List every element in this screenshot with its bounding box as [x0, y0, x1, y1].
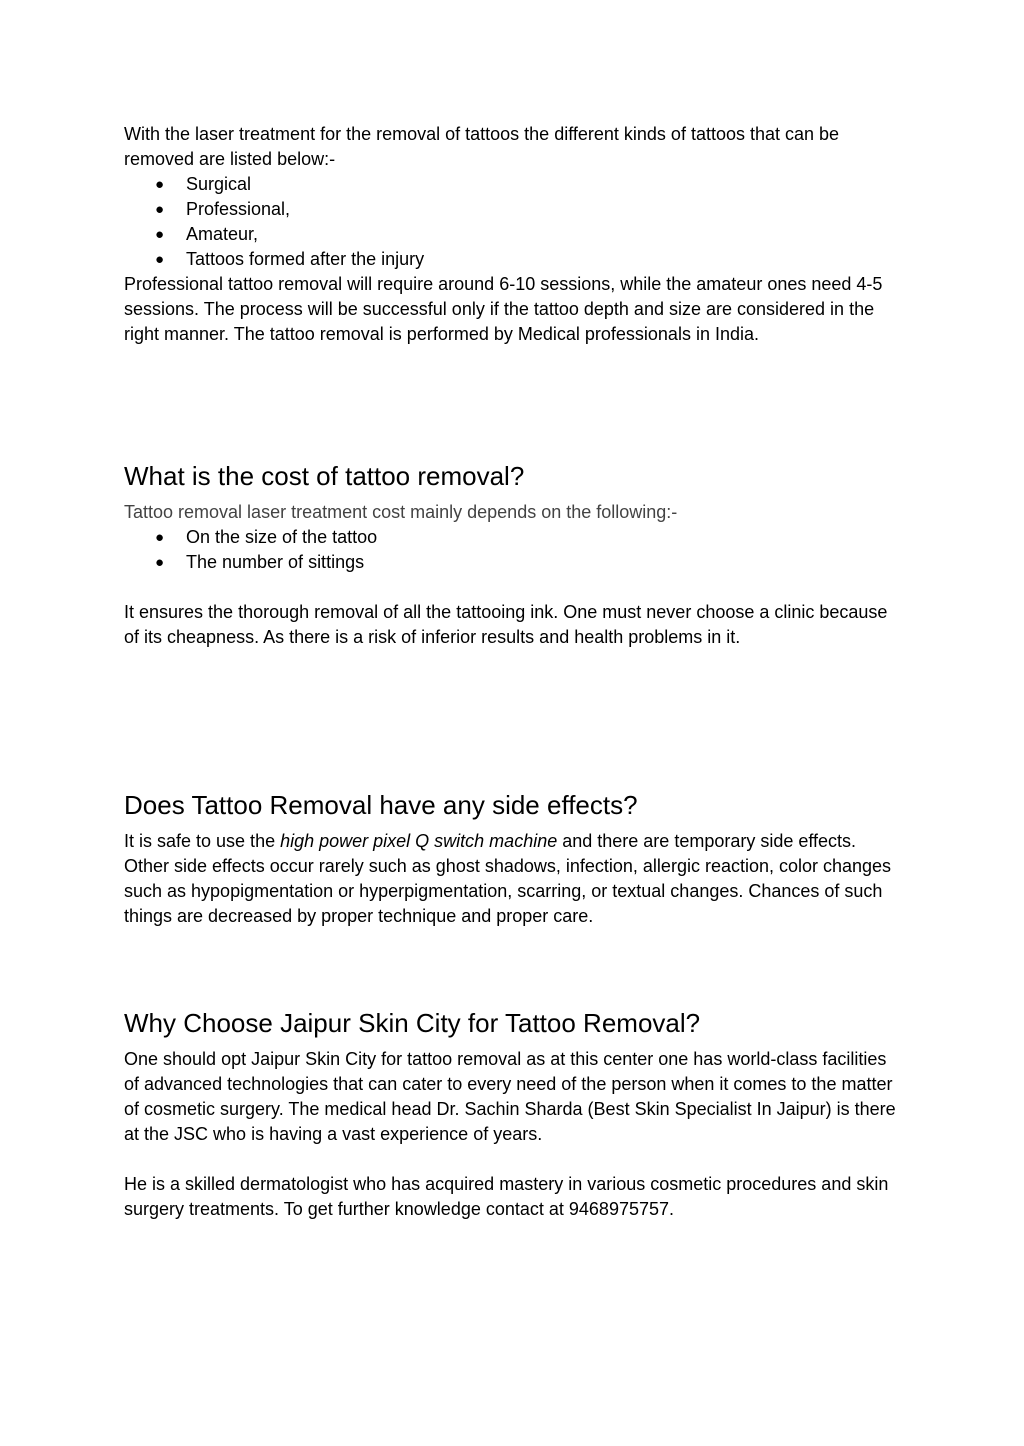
- list-item: ● Tattoos formed after the injury: [124, 247, 904, 272]
- tattoo-types-list: [124, 172, 904, 272]
- list-item: ● Surgical: [124, 172, 904, 197]
- why-choose-heading: Why Choose Jaipur Skin City for Tattoo Removal?: [124, 1008, 701, 1038]
- list-item: ● Amateur,: [124, 222, 904, 247]
- side-effects-paragraph: It is safe to use the high power pixel Q switch machine and there are temporary side effects. Other side effects occur rarely such as ghost shadows, infection, allergic reaction, color changes such as hypopigmentation or hyperpigmentation, scarring, or textual changes. Chances of such things are decreased by proper technique and proper care.: [124, 831, 892, 926]
- intro-lead: With the laser treatment for the removal of tattoos the different kinds of tattoos that can be removed are listed below:-: [124, 124, 840, 169]
- cost-factors-list: [124, 525, 904, 575]
- cost-heading: What is the cost of tattoo removal?: [124, 461, 525, 491]
- side-effects-heading: Does Tattoo Removal have any side effects?: [124, 790, 638, 820]
- machine-name: high power pixel Q switch machine: [280, 831, 558, 851]
- why-paragraph-1: One should opt Jaipur Skin City for tattoo removal as at this center one has world-class facilities of advanced technologies that can cater to every need of the person when it comes to the matter of cosmetic surgery. The medical head Dr. Sachin Sharda (Best Skin Specialist In Jaipur) is there at the JSC who is having a vast experience of years.: [124, 1049, 896, 1144]
- list-item: ● The number of sittings: [124, 550, 904, 575]
- list-item: ● On the size of the tattoo: [124, 525, 904, 550]
- document-page: [124, 122, 904, 1222]
- list-item: ● Professional,: [124, 197, 904, 222]
- cost-lead: Tattoo removal laser treatment cost mainly depends on the following:-: [124, 502, 678, 522]
- intro-paragraph: Professional tattoo removal will require around 6-10 sessions, while the amateur ones need 4-5 sessions. The process will be successful only if the tattoo depth and size are considered in the right manner. The tattoo removal is performed by Medical professionals in India.: [124, 274, 883, 344]
- cost-paragraph: It ensures the thorough removal of all the tattooing ink. One must never choose a clinic because of its cheapness. As there is a risk of inferior results and health problems in it.: [124, 602, 888, 647]
- why-paragraph-2: He is a skilled dermatologist who has acquired mastery in various cosmetic procedures and skin surgery treatments. To get further knowledge contact at 9468975757.: [124, 1174, 889, 1219]
